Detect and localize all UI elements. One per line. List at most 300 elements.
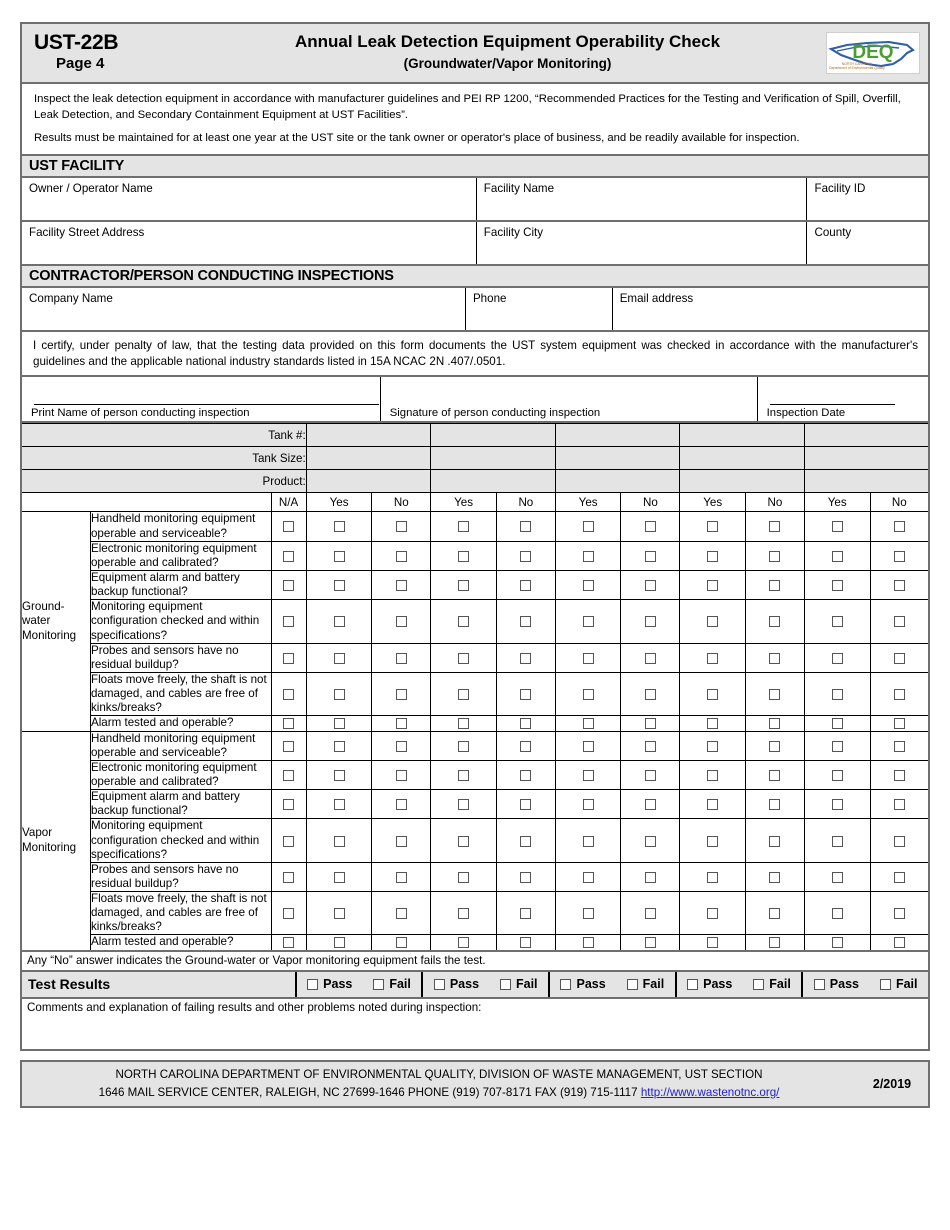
yes-checkbox-cell-tank-5[interactable] [804, 512, 870, 541]
yes-checkbox-cell-tank-5[interactable] [804, 716, 870, 731]
no-checkbox[interactable] [396, 551, 407, 562]
no-checkbox[interactable] [645, 521, 656, 532]
yes-checkbox[interactable] [832, 521, 843, 532]
no-checkbox-cell-tank-1[interactable] [372, 862, 431, 891]
yes-checkbox[interactable] [583, 653, 594, 664]
no-checkbox[interactable] [645, 908, 656, 919]
yes-checkbox-cell-tank-3[interactable] [555, 862, 621, 891]
no-checkbox[interactable] [520, 616, 531, 627]
yes-checkbox-cell-tank-3[interactable] [555, 512, 621, 541]
no-checkbox-cell-tank-5[interactable] [870, 892, 929, 935]
yes-checkbox-cell-tank-2[interactable] [431, 512, 497, 541]
no-checkbox[interactable] [769, 908, 780, 919]
na-checkbox[interactable] [283, 616, 294, 627]
no-checkbox-cell-tank-4[interactable] [746, 672, 805, 715]
no-checkbox[interactable] [894, 718, 905, 729]
yes-checkbox-cell-tank-2[interactable] [431, 672, 497, 715]
no-checkbox-cell-tank-3[interactable] [621, 790, 680, 819]
yes-checkbox[interactable] [707, 937, 718, 948]
tank-number-input-4[interactable] [680, 424, 805, 447]
yes-checkbox-cell-tank-2[interactable] [431, 760, 497, 789]
product-input-4[interactable] [680, 470, 805, 493]
no-checkbox-cell-tank-1[interactable] [372, 790, 431, 819]
no-checkbox-cell-tank-4[interactable] [746, 819, 805, 862]
yes-checkbox[interactable] [832, 653, 843, 664]
na-checkbox-cell[interactable] [271, 819, 306, 862]
yes-checkbox-cell-tank-3[interactable] [555, 643, 621, 672]
fail-checkbox-2[interactable] [500, 979, 511, 990]
no-checkbox-cell-tank-1[interactable] [372, 643, 431, 672]
no-checkbox-cell-tank-3[interactable] [621, 570, 680, 599]
no-checkbox[interactable] [645, 741, 656, 752]
yes-checkbox[interactable] [334, 653, 345, 664]
yes-checkbox-cell-tank-3[interactable] [555, 541, 621, 570]
yes-checkbox-cell-tank-4[interactable] [680, 862, 746, 891]
no-checkbox-cell-tank-1[interactable] [372, 541, 431, 570]
no-checkbox[interactable] [769, 836, 780, 847]
no-checkbox-cell-tank-2[interactable] [496, 731, 555, 760]
yes-checkbox[interactable] [583, 937, 594, 948]
yes-checkbox-cell-tank-5[interactable] [804, 600, 870, 643]
no-checkbox-cell-tank-2[interactable] [496, 672, 555, 715]
yes-checkbox[interactable] [458, 521, 469, 532]
no-checkbox-cell-tank-2[interactable] [496, 570, 555, 599]
na-checkbox-cell[interactable] [271, 716, 306, 731]
no-checkbox-cell-tank-5[interactable] [870, 541, 929, 570]
no-checkbox[interactable] [520, 741, 531, 752]
yes-checkbox[interactable] [458, 872, 469, 883]
na-checkbox[interactable] [283, 770, 294, 781]
no-checkbox[interactable] [645, 937, 656, 948]
yes-checkbox[interactable] [707, 908, 718, 919]
no-checkbox[interactable] [894, 521, 905, 532]
yes-checkbox[interactable] [707, 580, 718, 591]
yes-checkbox[interactable] [458, 937, 469, 948]
product-input-3[interactable] [555, 470, 680, 493]
field-email-address[interactable] [613, 288, 928, 330]
no-checkbox-cell-tank-2[interactable] [496, 643, 555, 672]
yes-checkbox[interactable] [707, 521, 718, 532]
yes-checkbox[interactable] [832, 872, 843, 883]
no-checkbox-cell-tank-4[interactable] [746, 935, 805, 951]
pass-option-4[interactable] [687, 977, 732, 991]
no-checkbox[interactable] [769, 770, 780, 781]
yes-checkbox[interactable] [832, 551, 843, 562]
no-checkbox[interactable] [520, 689, 531, 700]
no-checkbox-cell-tank-2[interactable] [496, 600, 555, 643]
no-checkbox-cell-tank-2[interactable] [496, 892, 555, 935]
no-checkbox[interactable] [894, 616, 905, 627]
tank-number-input-3[interactable] [555, 424, 680, 447]
pass-checkbox-4[interactable] [687, 979, 698, 990]
field-facility-name[interactable] [477, 178, 808, 220]
yes-checkbox[interactable] [832, 718, 843, 729]
na-checkbox[interactable] [283, 799, 294, 810]
yes-checkbox-cell-tank-4[interactable] [680, 892, 746, 935]
yes-checkbox[interactable] [458, 653, 469, 664]
na-checkbox-cell[interactable] [271, 643, 306, 672]
yes-checkbox[interactable] [832, 580, 843, 591]
na-checkbox[interactable] [283, 689, 294, 700]
no-checkbox[interactable] [396, 799, 407, 810]
no-checkbox-cell-tank-3[interactable] [621, 935, 680, 951]
no-checkbox[interactable] [396, 718, 407, 729]
yes-checkbox[interactable] [583, 616, 594, 627]
no-checkbox-cell-tank-4[interactable] [746, 790, 805, 819]
no-checkbox-cell-tank-5[interactable] [870, 643, 929, 672]
yes-checkbox-cell-tank-1[interactable] [306, 541, 372, 570]
na-checkbox[interactable] [283, 653, 294, 664]
yes-checkbox-cell-tank-2[interactable] [431, 570, 497, 599]
field-facility-city[interactable] [477, 222, 808, 264]
yes-checkbox-cell-tank-3[interactable] [555, 790, 621, 819]
yes-checkbox-cell-tank-4[interactable] [680, 512, 746, 541]
no-checkbox-cell-tank-5[interactable] [870, 760, 929, 789]
yes-checkbox[interactable] [832, 616, 843, 627]
no-checkbox[interactable] [894, 872, 905, 883]
no-checkbox[interactable] [769, 580, 780, 591]
yes-checkbox-cell-tank-3[interactable] [555, 600, 621, 643]
no-checkbox[interactable] [769, 653, 780, 664]
no-checkbox[interactable] [520, 836, 531, 847]
na-checkbox[interactable] [283, 836, 294, 847]
yes-checkbox-cell-tank-3[interactable] [555, 570, 621, 599]
no-checkbox-cell-tank-5[interactable] [870, 862, 929, 891]
yes-checkbox-cell-tank-2[interactable] [431, 862, 497, 891]
fail-option-2[interactable] [500, 977, 538, 991]
no-checkbox[interactable] [769, 718, 780, 729]
na-checkbox-cell[interactable] [271, 600, 306, 643]
fail-checkbox-3[interactable] [627, 979, 638, 990]
yes-checkbox[interactable] [583, 741, 594, 752]
na-checkbox-cell[interactable] [271, 672, 306, 715]
no-checkbox[interactable] [894, 799, 905, 810]
na-checkbox[interactable] [283, 872, 294, 883]
no-checkbox-cell-tank-4[interactable] [746, 541, 805, 570]
tank-size-input-4[interactable] [680, 447, 805, 470]
yes-checkbox-cell-tank-2[interactable] [431, 892, 497, 935]
yes-checkbox[interactable] [334, 872, 345, 883]
no-checkbox[interactable] [396, 689, 407, 700]
yes-checkbox[interactable] [707, 741, 718, 752]
yes-checkbox-cell-tank-2[interactable] [431, 716, 497, 731]
no-checkbox-cell-tank-5[interactable] [870, 570, 929, 599]
yes-checkbox[interactable] [707, 551, 718, 562]
no-checkbox-cell-tank-3[interactable] [621, 541, 680, 570]
no-checkbox[interactable] [520, 653, 531, 664]
fail-option-5[interactable] [880, 977, 918, 991]
no-checkbox-cell-tank-3[interactable] [621, 512, 680, 541]
no-checkbox[interactable] [769, 551, 780, 562]
tank-size-input-1[interactable] [306, 447, 431, 470]
no-checkbox[interactable] [396, 741, 407, 752]
no-checkbox[interactable] [769, 521, 780, 532]
na-checkbox-cell[interactable] [271, 790, 306, 819]
no-checkbox[interactable] [769, 799, 780, 810]
pass-option-1[interactable] [307, 977, 352, 991]
yes-checkbox[interactable] [832, 770, 843, 781]
no-checkbox[interactable] [520, 718, 531, 729]
na-checkbox[interactable] [283, 580, 294, 591]
no-checkbox[interactable] [396, 937, 407, 948]
fail-checkbox-1[interactable] [373, 979, 384, 990]
yes-checkbox-cell-tank-5[interactable] [804, 862, 870, 891]
na-checkbox-cell[interactable] [271, 570, 306, 599]
yes-checkbox[interactable] [334, 770, 345, 781]
yes-checkbox-cell-tank-2[interactable] [431, 935, 497, 951]
yes-checkbox[interactable] [334, 836, 345, 847]
yes-checkbox[interactable] [707, 616, 718, 627]
no-checkbox-cell-tank-3[interactable] [621, 862, 680, 891]
no-checkbox-cell-tank-3[interactable] [621, 643, 680, 672]
yes-checkbox[interactable] [583, 770, 594, 781]
no-checkbox[interactable] [769, 937, 780, 948]
yes-checkbox[interactable] [458, 836, 469, 847]
yes-checkbox[interactable] [583, 689, 594, 700]
no-checkbox[interactable] [396, 521, 407, 532]
no-checkbox[interactable] [520, 937, 531, 948]
no-checkbox[interactable] [520, 872, 531, 883]
no-checkbox[interactable] [894, 741, 905, 752]
yes-checkbox[interactable] [334, 718, 345, 729]
no-checkbox[interactable] [769, 616, 780, 627]
yes-checkbox[interactable] [334, 799, 345, 810]
no-checkbox-cell-tank-5[interactable] [870, 935, 929, 951]
yes-checkbox-cell-tank-2[interactable] [431, 731, 497, 760]
yes-checkbox[interactable] [334, 580, 345, 591]
yes-checkbox[interactable] [458, 551, 469, 562]
yes-checkbox-cell-tank-4[interactable] [680, 790, 746, 819]
no-checkbox-cell-tank-1[interactable] [372, 672, 431, 715]
yes-checkbox-cell-tank-2[interactable] [431, 819, 497, 862]
no-checkbox-cell-tank-3[interactable] [621, 600, 680, 643]
no-checkbox-cell-tank-5[interactable] [870, 672, 929, 715]
field-phone[interactable] [466, 288, 613, 330]
yes-checkbox-cell-tank-5[interactable] [804, 541, 870, 570]
no-checkbox-cell-tank-1[interactable] [372, 819, 431, 862]
yes-checkbox[interactable] [583, 718, 594, 729]
comments-field[interactable] [20, 999, 930, 1051]
yes-checkbox[interactable] [583, 580, 594, 591]
yes-checkbox[interactable] [832, 689, 843, 700]
yes-checkbox-cell-tank-3[interactable] [555, 760, 621, 789]
product-input-1[interactable] [306, 470, 431, 493]
no-checkbox[interactable] [396, 580, 407, 591]
no-checkbox-cell-tank-1[interactable] [372, 760, 431, 789]
product-input-2[interactable] [431, 470, 556, 493]
yes-checkbox-cell-tank-2[interactable] [431, 790, 497, 819]
yes-checkbox[interactable] [458, 718, 469, 729]
no-checkbox-cell-tank-3[interactable] [621, 731, 680, 760]
no-checkbox[interactable] [645, 770, 656, 781]
yes-checkbox[interactable] [583, 521, 594, 532]
yes-checkbox[interactable] [583, 799, 594, 810]
na-checkbox-cell[interactable] [271, 862, 306, 891]
yes-checkbox[interactable] [707, 653, 718, 664]
yes-checkbox[interactable] [707, 836, 718, 847]
yes-checkbox[interactable] [334, 908, 345, 919]
no-checkbox-cell-tank-4[interactable] [746, 731, 805, 760]
yes-checkbox[interactable] [832, 937, 843, 948]
tank-number-input-1[interactable] [306, 424, 431, 447]
yes-checkbox[interactable] [334, 741, 345, 752]
no-checkbox-cell-tank-4[interactable] [746, 716, 805, 731]
tank-size-input-2[interactable] [431, 447, 556, 470]
yes-checkbox[interactable] [832, 836, 843, 847]
tank-number-input-5[interactable] [804, 424, 929, 447]
field-facility-street-address[interactable] [22, 222, 477, 264]
yes-checkbox-cell-tank-2[interactable] [431, 600, 497, 643]
no-checkbox-cell-tank-5[interactable] [870, 512, 929, 541]
product-input-5[interactable] [804, 470, 929, 493]
na-checkbox[interactable] [283, 741, 294, 752]
no-checkbox[interactable] [769, 872, 780, 883]
yes-checkbox[interactable] [583, 836, 594, 847]
yes-checkbox-cell-tank-4[interactable] [680, 935, 746, 951]
yes-checkbox-cell-tank-5[interactable] [804, 570, 870, 599]
yes-checkbox[interactable] [707, 770, 718, 781]
fail-option-1[interactable] [373, 977, 411, 991]
no-checkbox-cell-tank-4[interactable] [746, 760, 805, 789]
no-checkbox[interactable] [520, 799, 531, 810]
na-checkbox[interactable] [283, 937, 294, 948]
yes-checkbox-cell-tank-5[interactable] [804, 672, 870, 715]
yes-checkbox-cell-tank-3[interactable] [555, 672, 621, 715]
yes-checkbox[interactable] [707, 718, 718, 729]
no-checkbox[interactable] [396, 836, 407, 847]
no-checkbox-cell-tank-5[interactable] [870, 731, 929, 760]
footer-website-link[interactable]: http://www.wastenotnc.org/ [640, 1085, 780, 1099]
field-signature[interactable] [381, 377, 758, 421]
no-checkbox-cell-tank-3[interactable] [621, 716, 680, 731]
fail-checkbox-5[interactable] [880, 979, 891, 990]
no-checkbox[interactable] [645, 872, 656, 883]
yes-checkbox[interactable] [583, 908, 594, 919]
tank-number-input-2[interactable] [431, 424, 556, 447]
yes-checkbox-cell-tank-1[interactable] [306, 643, 372, 672]
yes-checkbox-cell-tank-1[interactable] [306, 819, 372, 862]
yes-checkbox-cell-tank-2[interactable] [431, 541, 497, 570]
na-checkbox[interactable] [283, 521, 294, 532]
yes-checkbox-cell-tank-4[interactable] [680, 819, 746, 862]
yes-checkbox[interactable] [458, 799, 469, 810]
yes-checkbox-cell-tank-5[interactable] [804, 643, 870, 672]
no-checkbox-cell-tank-4[interactable] [746, 643, 805, 672]
yes-checkbox-cell-tank-5[interactable] [804, 892, 870, 935]
no-checkbox-cell-tank-4[interactable] [746, 512, 805, 541]
no-checkbox-cell-tank-3[interactable] [621, 672, 680, 715]
yes-checkbox[interactable] [832, 741, 843, 752]
no-checkbox-cell-tank-1[interactable] [372, 512, 431, 541]
field-inspection-date[interactable] [758, 377, 928, 421]
no-checkbox-cell-tank-1[interactable] [372, 600, 431, 643]
no-checkbox[interactable] [520, 521, 531, 532]
yes-checkbox-cell-tank-4[interactable] [680, 672, 746, 715]
yes-checkbox-cell-tank-3[interactable] [555, 731, 621, 760]
fail-checkbox-4[interactable] [753, 979, 764, 990]
yes-checkbox-cell-tank-5[interactable] [804, 819, 870, 862]
yes-checkbox-cell-tank-4[interactable] [680, 570, 746, 599]
yes-checkbox-cell-tank-4[interactable] [680, 643, 746, 672]
yes-checkbox[interactable] [458, 580, 469, 591]
no-checkbox-cell-tank-5[interactable] [870, 600, 929, 643]
no-checkbox-cell-tank-2[interactable] [496, 790, 555, 819]
yes-checkbox[interactable] [583, 872, 594, 883]
no-checkbox[interactable] [396, 616, 407, 627]
yes-checkbox-cell-tank-4[interactable] [680, 716, 746, 731]
yes-checkbox-cell-tank-4[interactable] [680, 760, 746, 789]
yes-checkbox[interactable] [458, 689, 469, 700]
na-checkbox-cell[interactable] [271, 935, 306, 951]
yes-checkbox[interactable] [334, 937, 345, 948]
yes-checkbox-cell-tank-1[interactable] [306, 892, 372, 935]
no-checkbox-cell-tank-4[interactable] [746, 570, 805, 599]
pass-option-2[interactable] [434, 977, 479, 991]
yes-checkbox-cell-tank-3[interactable] [555, 935, 621, 951]
field-owner-operator-name[interactable] [22, 178, 477, 220]
fail-option-3[interactable] [627, 977, 665, 991]
yes-checkbox-cell-tank-1[interactable] [306, 512, 372, 541]
yes-checkbox-cell-tank-1[interactable] [306, 862, 372, 891]
yes-checkbox-cell-tank-1[interactable] [306, 600, 372, 643]
field-company-name[interactable] [22, 288, 466, 330]
no-checkbox[interactable] [894, 908, 905, 919]
no-checkbox[interactable] [894, 937, 905, 948]
no-checkbox-cell-tank-5[interactable] [870, 790, 929, 819]
no-checkbox[interactable] [894, 551, 905, 562]
yes-checkbox-cell-tank-5[interactable] [804, 731, 870, 760]
yes-checkbox[interactable] [707, 799, 718, 810]
pass-checkbox-5[interactable] [814, 979, 825, 990]
no-checkbox-cell-tank-1[interactable] [372, 731, 431, 760]
yes-checkbox-cell-tank-3[interactable] [555, 819, 621, 862]
yes-checkbox-cell-tank-5[interactable] [804, 790, 870, 819]
yes-checkbox[interactable] [832, 908, 843, 919]
yes-checkbox-cell-tank-1[interactable] [306, 760, 372, 789]
no-checkbox[interactable] [645, 616, 656, 627]
no-checkbox[interactable] [894, 653, 905, 664]
yes-checkbox-cell-tank-4[interactable] [680, 731, 746, 760]
no-checkbox[interactable] [769, 689, 780, 700]
no-checkbox[interactable] [396, 770, 407, 781]
field-facility-id[interactable] [807, 178, 927, 220]
yes-checkbox[interactable] [458, 616, 469, 627]
na-checkbox-cell[interactable] [271, 760, 306, 789]
no-checkbox-cell-tank-3[interactable] [621, 760, 680, 789]
no-checkbox-cell-tank-4[interactable] [746, 862, 805, 891]
yes-checkbox-cell-tank-2[interactable] [431, 643, 497, 672]
na-checkbox[interactable] [283, 908, 294, 919]
na-checkbox-cell[interactable] [271, 512, 306, 541]
no-checkbox[interactable] [645, 836, 656, 847]
tank-size-input-5[interactable] [804, 447, 929, 470]
na-checkbox-cell[interactable] [271, 541, 306, 570]
no-checkbox-cell-tank-2[interactable] [496, 935, 555, 951]
yes-checkbox-cell-tank-5[interactable] [804, 760, 870, 789]
no-checkbox-cell-tank-2[interactable] [496, 862, 555, 891]
yes-checkbox-cell-tank-1[interactable] [306, 672, 372, 715]
no-checkbox[interactable] [520, 580, 531, 591]
yes-checkbox-cell-tank-1[interactable] [306, 935, 372, 951]
pass-option-3[interactable] [560, 977, 605, 991]
pass-checkbox-2[interactable] [434, 979, 445, 990]
no-checkbox[interactable] [645, 799, 656, 810]
no-checkbox-cell-tank-3[interactable] [621, 892, 680, 935]
no-checkbox[interactable] [894, 836, 905, 847]
no-checkbox-cell-tank-4[interactable] [746, 892, 805, 935]
pass-checkbox-3[interactable] [560, 979, 571, 990]
yes-checkbox-cell-tank-4[interactable] [680, 541, 746, 570]
